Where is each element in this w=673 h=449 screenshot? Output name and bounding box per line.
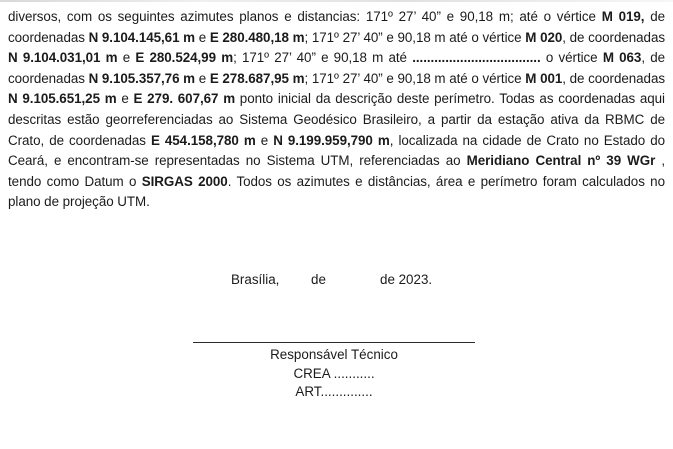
signature-block [186,346,482,402]
bold-text-run: M 001 [525,70,563,86]
text-run: e [195,70,210,86]
text-run: , tendo como Datum o [8,153,666,189]
bold-text-run: N 9.105.651,25 m [8,91,117,107]
bold-text-run: E 454.158,780 m [150,132,256,148]
bold-text-run: SIRGAS 2000 [141,173,228,189]
bold-text-run: N 9.105.357,76 m [88,70,196,86]
signature-crea: CREA ........... [293,365,375,381]
text-run: ponto inicial da descrição deste perímetro. Todas as coordenadas aqui descritas estão georreferenciadas ao Sistema Geodésico Brasileiro, a partir da estação ativa da RBMC de Crato, de coordenadas [8,91,665,148]
bold-text-run: ................................... [412,50,541,66]
date-year: de 2023. [380,272,433,287]
text-run: e [195,29,210,45]
text-run: ; 171º 27’ 40” e 90,18 m até o vértice [304,29,526,45]
text-run: , de coordenadas [562,29,665,45]
text-run: , de coordenadas [8,50,666,86]
signature-art: ART.............. [295,384,373,399]
text-run: ; 171º 27’ 40” e 90,18 m até [233,50,413,66]
date-de: de [311,272,326,287]
text-run: diversos, com os seguintes azimutes planos e distancias: 171º 27’ 40” e 90,18 m; até o vértice [8,9,602,24]
date-city: Brasília, [231,272,280,287]
bold-text-run: Meridiano Central nº 39 WGr [466,153,656,169]
text-run: e [117,50,136,66]
bold-text-run: N 9.104.145,61 m [88,29,196,45]
bold-text-run: M 020 [525,29,563,45]
page-top-edge [0,0,673,2]
signature-title: Responsável Técnico [270,347,398,362]
perimeter-description-paragraph [8,7,665,213]
text-run: o vértice [540,50,603,66]
bold-text-run: M 019, [601,9,645,24]
text-run: de coordenadas [8,9,666,45]
bold-text-run: E 278.687,95 m [209,70,305,86]
bold-text-run: M 063 [602,50,642,66]
text-run: e [116,91,134,107]
text-run: . Todos os azimutes e distâncias, área e perímetro foram calculados no plano de projeção UTM. [8,173,665,210]
bold-text-run: N 9.199.959,790 m [273,132,390,148]
text-run: , de coordenadas [562,70,665,86]
text-run: ; 171º 27’ 40” e 90,18 m até o vértice [304,70,526,86]
text-run: , localizada na cidade de Crato no Estado do Ceará, e encontram-se representadas no Sistema UTM, referenciadas ao [8,132,665,169]
text-run: e [255,132,274,148]
bold-text-run: N 9.104.031,01 m [8,50,118,66]
signature-line [193,342,475,343]
bold-text-run: E 279. 607,67 m [133,91,236,107]
bold-text-run: E 280.524,99 m [135,50,234,66]
bold-text-run: E 280.480,18 m [209,29,305,45]
